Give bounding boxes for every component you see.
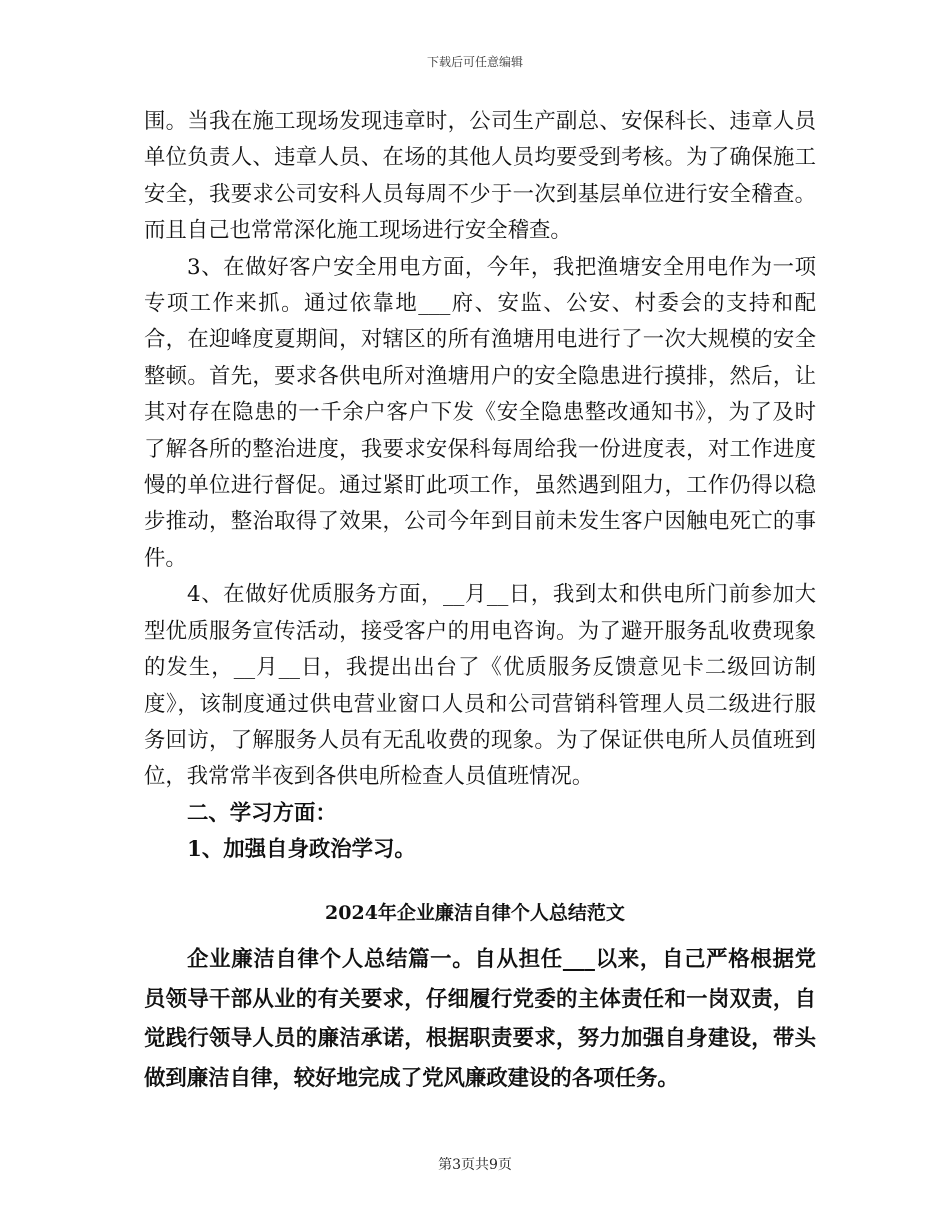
subheading-political-study: 1、加强自身政治学习。 (187, 837, 416, 863)
paragraph-continuation: 围。当我在施工现场发现违章时，公司生产副总、安保科长、违章人员单位负责人、违章人员、在场的其他人员均要受到考核。为了确保施工安全，我要求公司安科人员每周不少于一次到基层单位进行安全稽查。而且自己也常常深化施工现场进行安全稽查。 (144, 109, 816, 244)
bold-intro-section (144, 940, 816, 1098)
page-header: 下载后可任意编辑 (426, 55, 523, 69)
document-title: 2024年企业廉洁自律个人总结范文 (325, 902, 625, 924)
paragraph-intro-bold: 企业廉洁自律个人总结篇一。自从担任___以来，自己严格根据党员领导干部从业的有关要求，仔细履行党委的主体责任和一岗双责，自觉践行领导人员的廉洁承诺，根据职责要求，努力加强自身建设，带头做到廉洁自律，较好地完成了党风廉政建设的各项任务。 (144, 947, 816, 1091)
paragraph-customer-safety: 3、在做好客户安全用电方面，今年，我把渔塘安全用电作为一项专项工作来抓。通过依靠地___府、安监、公安、村委会的支持和配合，在迎峰度夏期间，对辖区的所有渔塘用电进行了一次大规模的安全整顿。首先，要求各供电所对渔塘用户的安全隐患进行摸排，然后，让其对存在隐患的一千余户客户下发《安全隐患整改通知书》，为了及时了解各所的整治进度，我要求安保科每周给我一份进度表，对工作进度慢的单位进行督促。通过紧盯此项工作，虽然遇到阻力，工作仍得以稳步推动，整治取得了效果，公司今年到目前未发生客户因触电死亡的事件。 (144, 254, 816, 571)
document-body (144, 104, 816, 869)
page-footer: 第3页共9页 (438, 1157, 512, 1173)
paragraph-quality-service: 4、在做好优质服务方面，__月__日，我到太和供电所门前参加大型优质服务宣传活动，接受客户的用电咨询。为了避开服务乱收费现象的发生，__月__日，我提出出台了《优质服务反馈意见卡二级回访制度》，该制度通过供电营业窗口人员和公司营销科管理人员二级进行服务回访，了解服务人员有无乱收费的现象。为了保证供电所人员值班到位，我常常半夜到各供电所检查人员值班情况。 (144, 582, 816, 790)
section-heading-study: 二、学习方面： (187, 800, 337, 826)
